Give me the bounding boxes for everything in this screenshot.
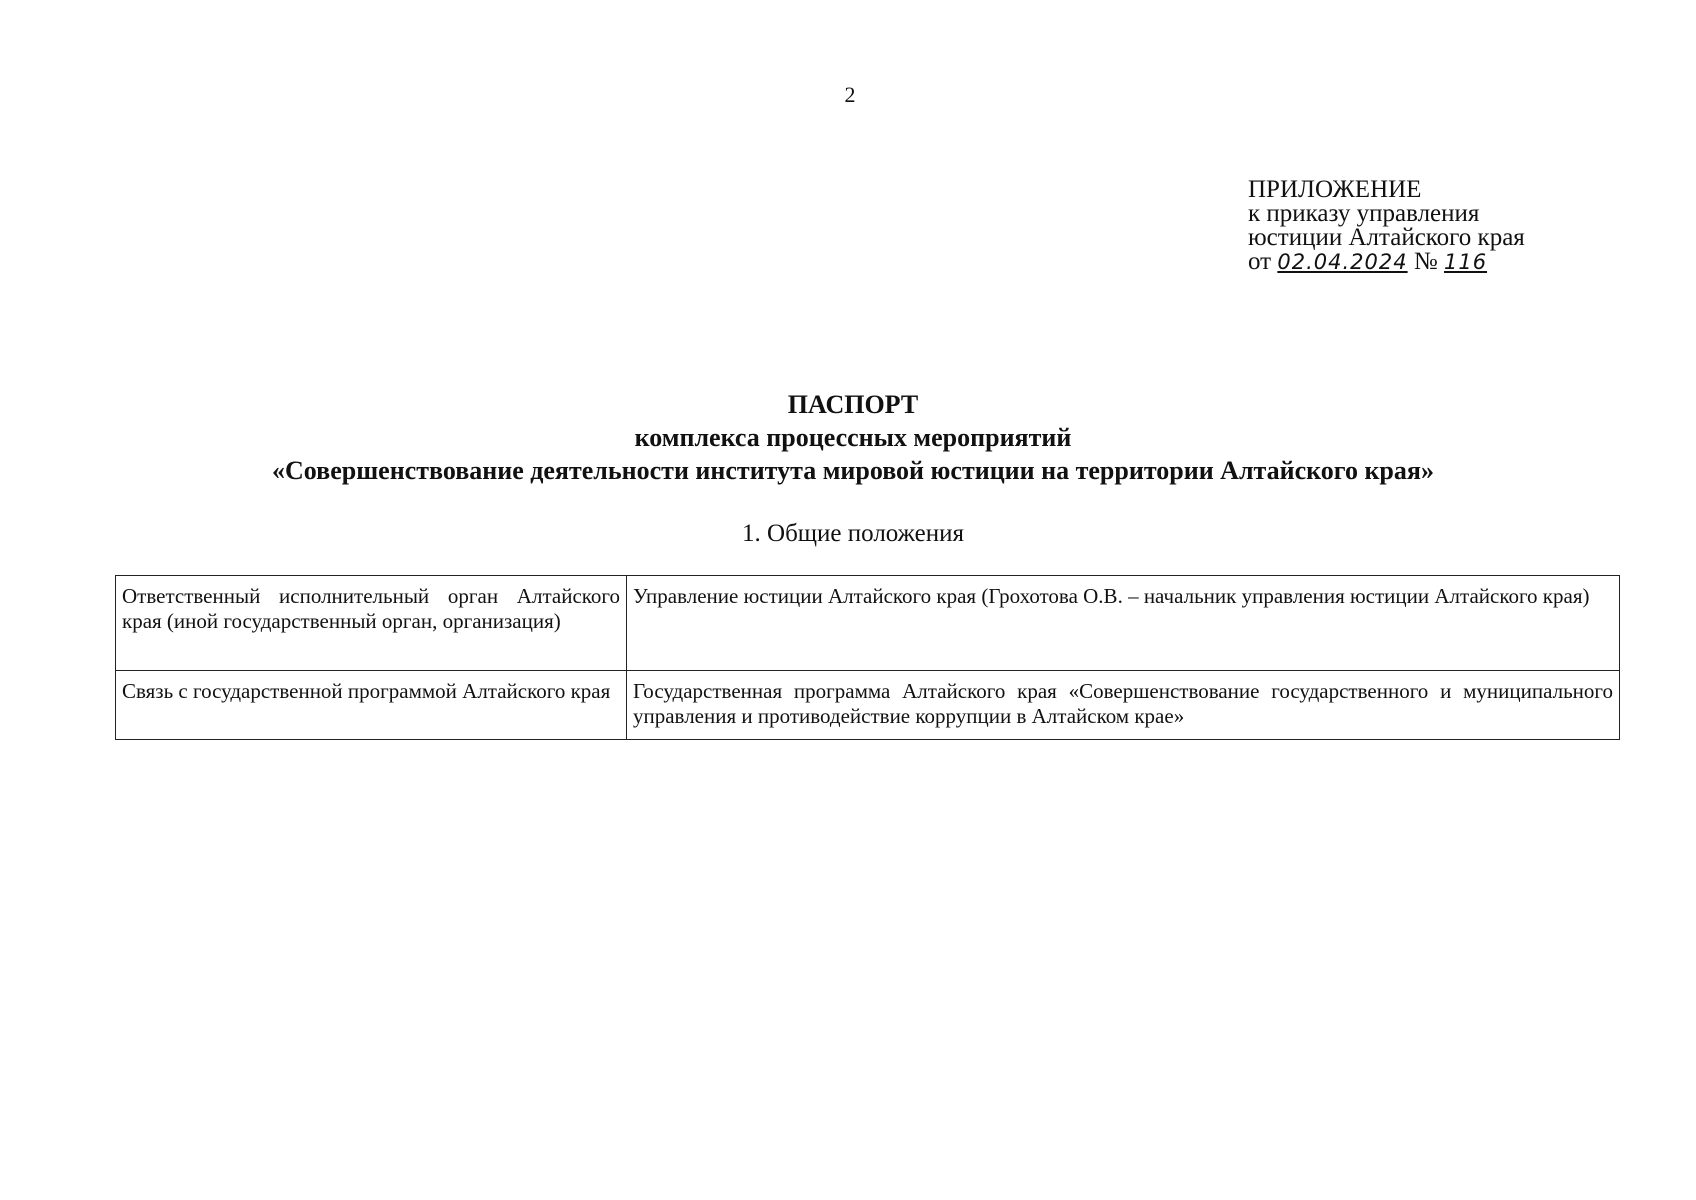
table-row bbox=[116, 671, 1620, 740]
appendix-line: юстиции Алтайского края bbox=[1248, 224, 1525, 251]
date-prefix: от bbox=[1248, 248, 1272, 275]
title-line: «Совершенствование деятельности института мировой юстиции на территории Алтайского края» bbox=[272, 456, 1434, 485]
appendix-date-line bbox=[1248, 250, 1525, 274]
table-row bbox=[116, 576, 1620, 671]
document-title bbox=[0, 388, 1696, 487]
row-label: Ответственный исполнительный орган Алтайского края (иной государственный орган, организация) bbox=[116, 576, 627, 671]
row-label: Связь с государственной программой Алтайского края bbox=[116, 671, 627, 740]
handwritten-number: 116 bbox=[1443, 250, 1488, 274]
appendix-header bbox=[1248, 178, 1525, 274]
row-value: Управление юстиции Алтайского края (Грохотова О.В. – начальник управления юстиции Алтайского края) bbox=[627, 576, 1620, 671]
row-value: Государственная программа Алтайского края «Совершенствование государственного и муниципального управления и противодействие коррупции в Алтайском крае» bbox=[627, 671, 1620, 740]
handwritten-date: 02.04.2024 bbox=[1277, 250, 1408, 274]
section-heading: 1. Общие положения bbox=[742, 520, 964, 547]
appendix-title: ПРИЛОЖЕНИЕ bbox=[1248, 176, 1422, 203]
general-provisions-table bbox=[115, 575, 1620, 740]
appendix-line: к приказу управления bbox=[1248, 200, 1480, 227]
title-line: комплекса процессных мероприятий bbox=[634, 423, 1072, 452]
title-line: ПАСПОРТ bbox=[787, 390, 919, 419]
number-prefix: № bbox=[1413, 248, 1438, 275]
page-number: 2 bbox=[844, 82, 856, 107]
